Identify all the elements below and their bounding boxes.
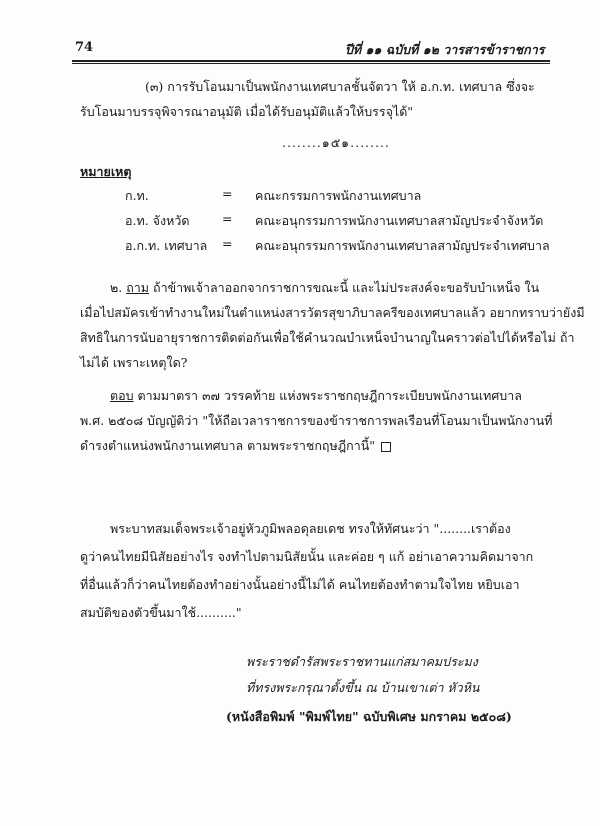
glossary-equals: = [222, 186, 233, 201]
answer-label: ตอบ [110, 388, 134, 403]
quote-line-1: พระบาทสมเด็จพระเจ้าอยู่หัวภูมิพลอดุลยเดช ทรงให้ทัศนะว่า "........เราต้อง [110, 521, 511, 536]
glossary-abbr: อ.ท. จังหวัด [125, 213, 190, 228]
glossary-definition: คณะอนุกรรมการพนักงานเทศบาลสามัญประจำเทศบาล [255, 238, 550, 253]
answer-line-1 [110, 386, 522, 406]
answer-text: ตามมาตรา ๓๗ วรรคท้าย แห่งพระราชกฤษฎีการะเบียบพนักงานเทศบาล [137, 388, 522, 403]
quote-line-3: ที่อื่นแล้วก็ว่าคนไทยต้องทำอย่างนั้นอย่างนี้ไม่ได้ คนไทยต้องทำตามใจไทย หยิบเอา [80, 577, 520, 592]
intro-line-2: รับโอนมาบรรจุพิจารณาอนุมัติ เมื่อได้รับอนุมัติแล้วให้บรรจุได้" [80, 104, 414, 119]
question-line-3: สิทธิในการนับอายุราชการติดต่อกันเพื่อใช้คำนวณบำเหน็จบำนาญในคราวต่อไปได้หรือไม่ ถ้า [80, 330, 575, 345]
attribution-source: (หนังสือพิมพ์ "พิมพ์ไทย" ฉบับพิเศษ มกราคม ๒๕๐๘) [226, 709, 512, 724]
glossary-definition: คณะกรรมการพนักงานเทศบาล [255, 188, 422, 203]
question-line-4: ไม่ได้ เพราะเหตุใด? [80, 355, 188, 370]
page-number: 74 [75, 40, 94, 55]
question-line-2: เมื่อไปสมัครเข้าทำงานใหม่ในตำแหน่งสารวัตรสุขาภิบาลครีของเทศบาลแล้ว อยากทราบว่ายังมี [80, 305, 585, 320]
end-mark-box [381, 442, 391, 452]
running-header: ปีที่ ๑๑ ฉบับที่ ๑๒ วารสารข้าราชการ [345, 42, 545, 57]
header-rule-thin [72, 63, 550, 64]
glossary-abbr: ก.ท. [125, 188, 149, 203]
section-separator: ........๑๕๑........ [282, 135, 390, 150]
glossary-definition: คณะอนุกรรมการพนักงานเทศบาลสามัญประจำจังหวัด [255, 213, 544, 228]
question-line-1 [110, 278, 539, 298]
question-number: ๒. [110, 280, 123, 295]
question-label: ถาม [126, 280, 150, 295]
answer-line-2: พ.ศ. ๒๕๐๘ บัญญัติว่า "ให้ถือเวลาราชการของข้าราชการพลเรือนที่โอนมาเป็นพนักงานที่ [80, 413, 553, 428]
glossary-equals: = [222, 211, 233, 226]
intro-line-1: (๓) การรับโอนมาเป็นพนักงานเทศบาลชั้นจัตวา ให้ อ.ก.ท. เทศบาล ซึ่งจะ [145, 79, 535, 94]
glossary-abbr: อ.ก.ท. เทศบาล [125, 238, 208, 253]
answer-line-3 [80, 436, 391, 456]
quote-line-4: สมบัติของตัวขึ้นมาใช้.........." [80, 605, 242, 620]
glossary-equals: = [222, 236, 233, 251]
notes-heading: หมายเหตุ [80, 164, 132, 179]
question-text: ถ้าข้าพเจ้าลาออกจากราชการขณะนี้ และไม่ประสงค์จะขอรับบำเหน็จ ใน [153, 280, 540, 295]
attribution-line-1: พระราชดำรัสพระราชทานแก่สมาคมประมง [246, 654, 478, 669]
answer-text-end: ดำรงตำแหน่งพนักงานเทศบาล ตามพระราชกฤษฎีกานี้" [80, 438, 376, 453]
attribution-line-2: ที่ทรงพระกรุณาตั้งขึ้น ณ บ้านเขาเต่า หัวหิน [246, 680, 480, 695]
quote-line-2: ดูว่าคนไทยมีนิสัยอย่างไร จงทำไปตามนิสัยนั้น และค่อย ๆ แก้ อย่าเอาความคิดมาจาก [80, 549, 534, 564]
header-rule [72, 60, 550, 62]
